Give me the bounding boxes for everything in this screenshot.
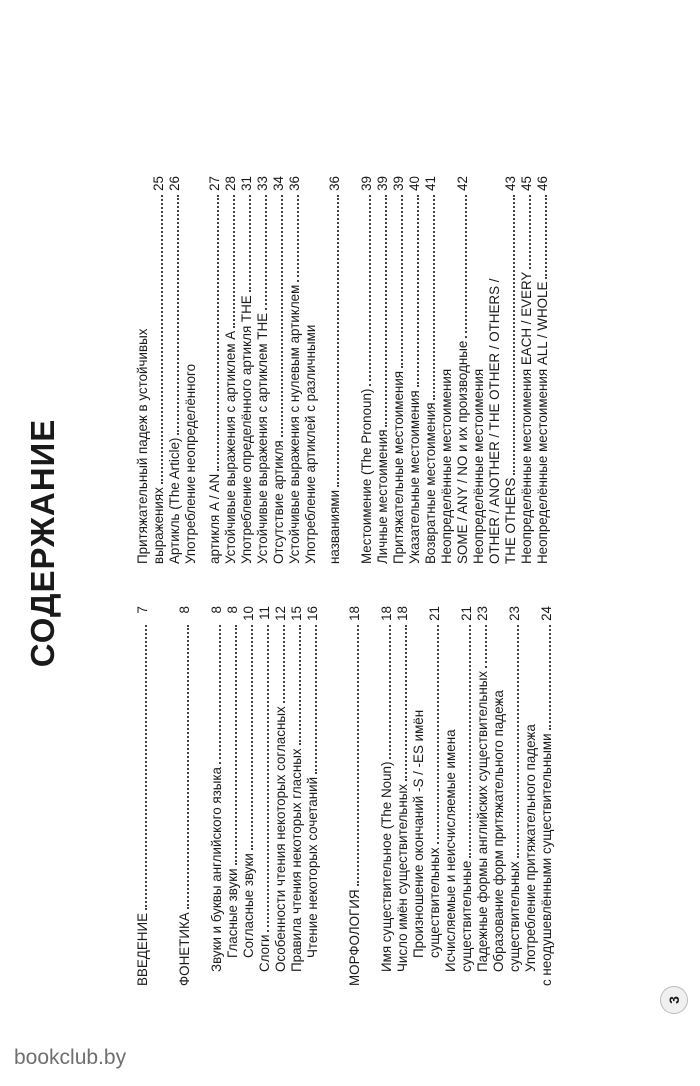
- toc-entry-page: 11: [257, 606, 272, 620]
- toc-entry-text: существительных: [427, 847, 442, 958]
- dot-leader: [549, 625, 551, 730]
- toc-entry-page: 24: [539, 606, 554, 621]
- toc-entry-page: 21: [459, 606, 474, 621]
- dot-leader: [217, 195, 219, 471]
- toc-entry-definite-article[interactable]: [239, 176, 255, 564]
- toc-entry-possessive-formation-line1[interactable]: Образование форм притяжательного падежа: [491, 690, 506, 972]
- toc-entry-text: существительных: [507, 861, 522, 972]
- toc-entry-text: Число имён существительных: [395, 783, 410, 972]
- toc-entry-each-every[interactable]: [519, 176, 535, 564]
- toc-entry-other-line1[interactable]: Неопределённые местоимения: [471, 368, 486, 564]
- toc-entry-pronunciation-line1[interactable]: Произношение окончаний -S / -ES имён: [411, 709, 426, 958]
- toc-entry-other-line2[interactable]: OTHER / ANOTHER / THE OTHER / OTHERS /: [487, 278, 502, 564]
- toc-entry-text: Падежные формы английских существительных: [475, 670, 490, 972]
- toc-entry-text: Местоимение (The Pronoun): [359, 388, 374, 564]
- toc-entry-text: Устойчивые выражения с нулевым артиклем: [287, 284, 302, 564]
- toc-entry-vowel-rules[interactable]: [289, 606, 305, 986]
- toc-entry-text: Правила чтения некоторых гласных: [289, 748, 304, 972]
- toc-entry-text: Звуки и буквы английского языка: [209, 767, 224, 972]
- dot-leader: [235, 625, 237, 865]
- toc-entry-intro[interactable]: [135, 606, 151, 986]
- dot-leader: [177, 195, 179, 435]
- toc-right-column: [135, 176, 551, 564]
- toc-entry-page: 12: [273, 606, 288, 621]
- watermark: bookclub.by: [14, 1046, 127, 1069]
- toc-entry-noun-number[interactable]: [395, 606, 411, 986]
- toc-entry-page: 46: [535, 176, 550, 191]
- toc-entry-page: 8: [225, 606, 240, 614]
- toc-entry-page: 25: [151, 176, 166, 191]
- dot-leader: [267, 625, 269, 932]
- toc-entry-text: Чтение некоторых сочетаний: [305, 776, 320, 958]
- dot-leader: [529, 195, 531, 269]
- toc-entry-absence[interactable]: [271, 176, 287, 564]
- toc-entry-indefinite-article[interactable]: [207, 176, 223, 564]
- dot-leader: [485, 625, 487, 668]
- dot-leader: [249, 195, 251, 292]
- dot-leader: [315, 625, 317, 774]
- toc-entry-set-phrases[interactable]: [151, 176, 167, 564]
- toc-entry-consonants[interactable]: [241, 606, 257, 986]
- dot-leader: [337, 195, 339, 487]
- toc-entry-text: Слоги: [257, 934, 272, 972]
- toc-entry-text: ФОНЕТИКА: [177, 912, 192, 986]
- dot-leader: [545, 195, 547, 279]
- toc-entry-combinations[interactable]: [305, 606, 321, 986]
- toc-entry-reflexive[interactable]: [423, 176, 439, 564]
- toc-entry-article-names-line1[interactable]: Употребление артиклей с различными: [303, 324, 318, 564]
- toc-left-column: [135, 606, 555, 986]
- toc-entry-other[interactable]: [503, 176, 519, 564]
- toc-entry-text: выражениях: [151, 487, 166, 564]
- dot-leader: [187, 625, 189, 909]
- dot-leader: [465, 195, 467, 338]
- toc-entry-demonstrative[interactable]: [407, 176, 423, 564]
- toc-entry-text: существительные: [459, 860, 474, 972]
- toc-entry-text: Личные местоимения: [375, 429, 390, 564]
- toc-entry-possessive-pronouns[interactable]: [391, 176, 407, 564]
- toc-entry-page: 33: [255, 176, 270, 191]
- toc-entry-text: МОРФОЛОГИЯ: [347, 889, 362, 986]
- toc-entry-text: Неопределённые местоимения ALL / WHOLE: [535, 281, 550, 564]
- toc-entry-page: 18: [395, 606, 410, 621]
- toc-entry-zero-article[interactable]: [287, 176, 303, 564]
- toc-entry-page: 26: [167, 176, 182, 191]
- toc-entry-page: 18: [379, 606, 394, 621]
- toc-entry-some-any-line1[interactable]: Неопределённые местоимения: [439, 368, 454, 564]
- dot-leader: [145, 625, 147, 910]
- toc-entry-possessive-usage[interactable]: [539, 606, 555, 986]
- toc-entry-page: 7: [135, 606, 150, 614]
- dot-leader: [281, 195, 283, 437]
- toc-entry-page: 31: [239, 176, 254, 191]
- toc-entry-text: Отсутствие артикля: [271, 440, 286, 564]
- toc-entry-page: 23: [475, 606, 490, 621]
- toc-entry-countable-line1[interactable]: Исчисляемые и неисчисляемые имена: [443, 729, 458, 972]
- toc-entry-text: Устойчивые выражения с артиклем A: [223, 330, 238, 564]
- toc-entry-text: артикля A / AN: [207, 473, 222, 564]
- toc-entry-text: Согласные звуки: [241, 853, 256, 958]
- dot-leader: [469, 625, 471, 858]
- toc-entry-noun[interactable]: [379, 606, 395, 986]
- toc-entry-page: 10: [241, 606, 256, 621]
- toc-entry-page: 18: [347, 606, 362, 621]
- dot-leader: [433, 195, 435, 400]
- dot-leader: [405, 625, 407, 781]
- toc-entry-set-phrases-line1[interactable]: Притяжательный падеж в устойчивых: [135, 328, 150, 564]
- dot-leader: [401, 195, 403, 368]
- dot-leader: [437, 625, 439, 844]
- toc-entry-text: Употребление определённого артикля THE: [239, 295, 254, 564]
- toc-entry-text: THE OTHERS: [503, 477, 518, 564]
- toc-entry-possessive-usage-line1[interactable]: Употребление притяжательного падежа: [523, 724, 538, 972]
- toc-entry-phrases-a[interactable]: [223, 176, 239, 564]
- toc-entry-page: 15: [289, 606, 304, 621]
- toc-entry-page: 16: [305, 606, 320, 621]
- dot-leader: [385, 195, 387, 427]
- toc-entry-page: 40: [407, 176, 422, 191]
- toc-entry-page: 8: [177, 606, 192, 614]
- toc-entry-all-whole[interactable]: [535, 176, 551, 564]
- dot-leader: [417, 195, 419, 387]
- toc-entry-personal[interactable]: [375, 176, 391, 564]
- toc-entry-text: Особенности чтения некоторых согласных: [273, 706, 288, 972]
- toc-entry-page: 39: [359, 176, 374, 191]
- dot-leader: [369, 195, 371, 386]
- toc-entry-consonant-reading[interactable]: [273, 606, 289, 986]
- dot-leader: [299, 625, 301, 745]
- toc-entry-article-names[interactable]: [327, 176, 343, 564]
- toc-entry-some-any[interactable]: [455, 176, 471, 564]
- toc-entry-article[interactable]: [167, 176, 183, 564]
- toc-entry-page: 45: [519, 176, 534, 191]
- toc-entry-page: 28: [223, 176, 238, 191]
- toc-entry-text: Неопределённые местоимения EACH / EVERY: [519, 271, 534, 564]
- toc-entry-text: Гласные звуки: [225, 868, 240, 958]
- toc-entry-page: 41: [423, 176, 438, 191]
- toc-entry-possessive-formation[interactable]: [507, 606, 523, 986]
- toc-entry-vowels[interactable]: [225, 606, 241, 986]
- dot-leader: [513, 195, 515, 475]
- toc-entry-page: 43: [503, 176, 518, 191]
- toc-entry-text: с неодушевлёнными существительными: [539, 733, 554, 986]
- dot-leader: [357, 625, 359, 886]
- dot-leader: [389, 625, 391, 759]
- toc-entry-page: 39: [391, 176, 406, 191]
- toc-entry-page: 21: [427, 606, 442, 621]
- toc-entry-countable[interactable]: [459, 606, 475, 986]
- toc-entry-phrases-the[interactable]: [255, 176, 271, 564]
- toc-entry-page: 39: [375, 176, 390, 191]
- toc-entry-sounds[interactable]: [209, 606, 225, 986]
- toc-entry-page: 8: [209, 606, 224, 614]
- toc-entry-pronoun[interactable]: [359, 176, 375, 564]
- toc-entry-text: ВВЕДЕНИЕ: [135, 912, 150, 986]
- dot-leader: [161, 195, 163, 484]
- dot-leader: [219, 625, 221, 764]
- toc-entry-text: Артикль (The Article): [167, 437, 182, 564]
- toc-entry-page: 23: [507, 606, 522, 621]
- dot-leader: [265, 195, 267, 310]
- toc-entry-page: 42: [455, 176, 470, 191]
- toc-entry-text: SOME / ANY / NO и их производные: [455, 340, 470, 564]
- toc-entry-phonetics[interactable]: [177, 606, 193, 986]
- dot-leader: [233, 195, 235, 328]
- dot-leader: [283, 625, 285, 703]
- dot-leader: [251, 625, 253, 850]
- toc-entry-page: 27: [207, 176, 222, 191]
- toc-entry-page: 36: [327, 176, 342, 191]
- toc-entry-text: названиями: [327, 489, 342, 564]
- toc-entry-morphology[interactable]: [347, 606, 363, 986]
- toc-entry-page: 36: [287, 176, 302, 191]
- toc-entry-text: Притяжательные местоимения: [391, 370, 406, 564]
- toc-entry-text: Имя существительное (The Noun): [379, 761, 394, 972]
- dot-leader: [517, 625, 519, 858]
- page-title: СОДЕРЖАНИЕ: [24, 418, 61, 668]
- toc-entry-text: Устойчивые выражения с артиклем THE: [255, 312, 270, 564]
- toc-entry-text: Указательные местоимения: [407, 390, 422, 564]
- toc-entry-syllables[interactable]: [257, 606, 273, 986]
- toc-entry-page: 34: [271, 176, 286, 191]
- toc-entry-text: Возвратные местоимения: [423, 402, 438, 564]
- toc-entry-indefinite-article-line1[interactable]: Употребление неопределённого: [183, 363, 198, 564]
- dot-leader: [297, 195, 299, 282]
- toc-entry-case-forms[interactable]: [475, 606, 491, 986]
- page-number-badge: 3: [660, 986, 688, 1014]
- toc-entry-pronunciation[interactable]: [427, 606, 443, 986]
